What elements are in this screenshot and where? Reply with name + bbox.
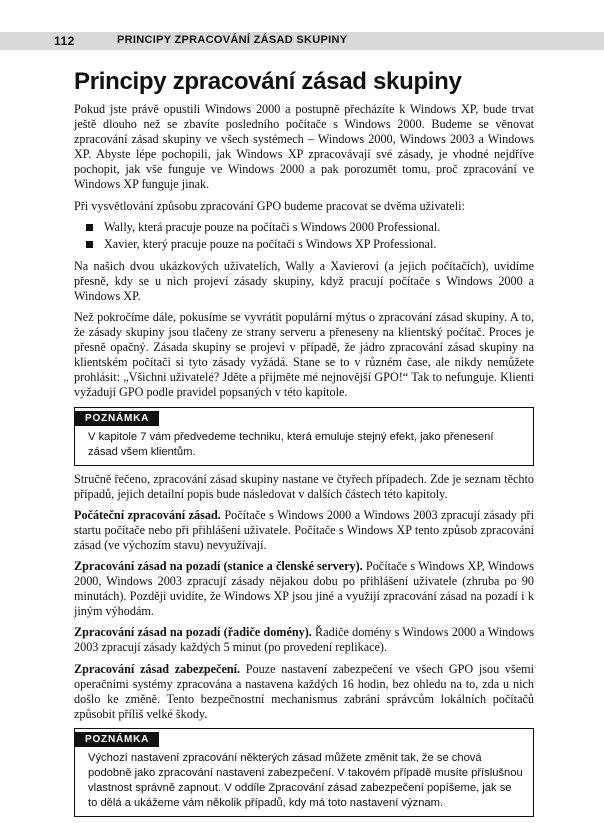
list-item: Wally, která pracuje pouze na počítači s Windows 2000 Professional.: [74, 220, 534, 236]
running-title: PRINCIPY ZPRACOVÁNÍ ZÁSAD SKUPINY: [117, 34, 348, 46]
chapter-heading: Principy zpracování zásad skupiny: [74, 68, 462, 95]
term-lead: Zpracování zásad na pozadí (stanice a členské servery).: [74, 558, 363, 573]
paragraph-example-users: Na našich dvou ukázkových uživatelích, Wally a Xavierovi (a jejich počítačích), uvidíme přesně, kdy se u nich projeví zásady skupiny, když pracují počítače s Windows 2000 a Windows XP.: [74, 258, 534, 303]
paragraph-security-processing: Zpracování zásad zabezpečení. Pouze nastavení zabezpečení ve všech GPO jsou všemi operačními systémy zpracována a nastavena každých 16 hodin, bez ohledu na to, zda u nich došlo ke změně. Tento bezpečnostní mechanismus zabrání správcům lokálních počítačů způsobit příliš velké škody.: [74, 661, 535, 721]
paragraph-intro: Pokud jste právě opustili Windows 2000 a postupně přecházíte k Windows XP, bude trvat ještě dlouho než se zbavíte posledního počítače s Windows 2000. Budeme se věnovat zpracování zásad skupiny ve všech systémech – Windows 2000, Windows 2003 a Windows XP. Abyste lépe pochopili, jak Windows XP zpracovávají své zásady, je vhodné nejdříve pochopit, jak vše funguje ve Windows 2000 a pak porozumět tomu, proč zpracování ve Windows XP funguje jinak.: [74, 102, 534, 192]
term-lead: Zpracování zásad zabezpečení.: [74, 661, 241, 676]
bullet-square-icon: [86, 241, 93, 248]
paragraph-summary: Stručně řečeno, zpracování zásad skupiny nastane ve čtyřech případech. Zde je seznam těchto případů, jejich detailní popis bude následovat v dalších částech této kapitoly.: [74, 471, 534, 501]
term-lead: Zpracování zásad na pozadí (řadiče domény).: [74, 625, 312, 640]
term-lead: Počáteční zpracování zásad.: [74, 507, 221, 522]
note-label: POZNÁMKA: [75, 411, 159, 426]
paragraph-initial-processing: Počáteční zpracování zásad. Počítače s Windows 2000 a Windows 2003 zpracují zásady při startu počítače nebo při přihlášení uživatele. Počítače s Windows XP tento způsob zpracování zásad (ve výchozím stavu) nevyužívají.: [74, 507, 535, 552]
user-list: [74, 220, 534, 253]
note-text: Výchozí nastavení zpracování některých zásad můžete změnit tak, že se chová podobně jako zpracování nastavení zabezpečení. V takovém případě musíte příslušnou vlastnost správně zapnout. V oddíle Zpracování zásad zabezpečení popíšeme, jak se to dělá a ukážeme vám několik případů, kdy má toto nastavení význam.: [88, 751, 523, 809]
paragraph-background-dc: Zpracování zásad na pozadí (řadiče domény). Řadiče domény s Windows 2000 a Windows 2003 zpracují zásady každých 5 minut (po provedení replikace).: [74, 625, 535, 655]
note-label: POZNÁMKA: [75, 732, 159, 747]
paragraph-background-workstations: Zpracování zásad na pozadí (stanice a členské servery). Počítače s Windows XP, Windows 2000, Windows 2003 zpracují zásady nějakou dobu po přihlášení uživatele (zhruba po 90 minutách). Později uvidíte, že Windows XP jsou jiné a využijí zpracování zásad na pozadí i k jiným výhodám.: [74, 558, 534, 619]
paragraph-users-intro: Při vysvětlování způsobu zpracování GPO budeme pracovat se dvěma uživateli:: [74, 198, 465, 213]
page-number: 112: [54, 34, 75, 48]
paragraph-myth: Než pokročíme dále, pokusíme se vyvrátit populární mýtus o zpracování zásad skupiny. A to, že zásady skupiny jsou tlačeny ze strany serveru a přeneseny na klientský počítač. Proces je přesně opačný. Zásada skupiny se projeví v případě, že jádro zpracování zásad skupiny na klientském počítači si tyto zásady vyžádá. Stane se to v různém čase, ale nikdy nemůžete prohlásit: „Všichni uživatelé? Jděte a přijměte mé nejnovější GPO!“ Tak to nefunguje. Klienti vyžadují GPO podle pravidel popsaných v této kapitole.: [74, 309, 534, 400]
list-item: Xavier, který pracuje pouze na počítači s Windows XP Professional.: [74, 237, 534, 253]
note-box-2: [74, 728, 534, 817]
note-box-1: [74, 407, 534, 466]
page-content: [74, 68, 534, 823]
note-text: V kapitole 7 vám předvedeme techniku, která emuluje stejný efekt, jako přenesení zásad všem klientům.: [88, 430, 494, 458]
bullet-square-icon: [86, 224, 93, 231]
